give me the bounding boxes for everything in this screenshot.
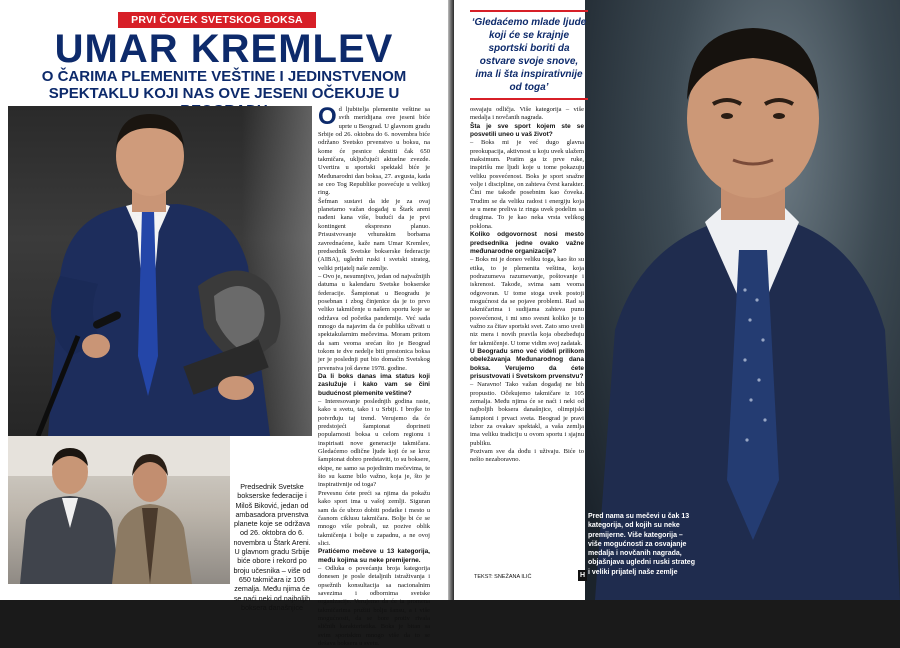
kremlev-portrait [585, 0, 900, 600]
kicker-label: PRVI ČOVEK SVETSKOG BOKSA [118, 12, 316, 28]
kremlev-and-bikovic-illustration [8, 436, 230, 584]
secondary-photo [8, 436, 230, 584]
headline: UMAR KREMLEV [54, 27, 394, 71]
text-credit: TEKST: SNEŽANA ILIĆ [474, 574, 532, 580]
paragraph: – Interesovanje poslednjih godina raste, kako u svetu, tako i u Srbiji. I brojke to potvrđuju taj trend. Verujemo da će predstojeći šampionat doprineti popularnosti boksa u celom regionu i inspirisati nove generacije takmičara. Gledaćemo odlične ljude koji će se kroz šampionat dobro predstaviti, to su boksere, ekipe, ne samo sa pojedinim mečevima, te što su kazne bilo važno, koja je, što je inspirativnije od toga? [318, 398, 430, 489]
paragraph: – Boks mi je donео veliku toga, kao što su etika, to je plemenita veština, koja podrazumeva razumevanje, poštovanje i iskrenost. Takođe, svima sam veoma odgovoran. U tome stoga uvek postoji mogućnost da se pojave problemi. Rad sa takmičarima i sudijama zahteva punu posvećenost, i mi smo svesni koliko je to važno za čitav sportski svet. Zato smo uveli niz mera i novih pravila koja obezbeđuju fer takmičenje. U tome vidim svoj zadatak. [470, 256, 584, 347]
paragraph: osvajaju odličja. Više kategorija – više medalja i novčanih nagrada. [470, 106, 584, 122]
subheadline: O ČARIMA PLEMENITE VEŠTINE I JEDINSTVENOM SPEKTAKLU KOJI NAS OVE JESENI OČEKUJE U [41, 68, 407, 102]
question: U Beogradu smo već videli prilikom obeležavanja Međunarodnog dana boksa. Verujemo da ćete prisustvovati i Svetskom prvenstvu? [470, 347, 584, 380]
portrait-caption: Pred nama su mečevi u čak 13 kategorija, od kojih su neke premijerne. Više kategorija – više mogućnosti za osvajanje medalja i novčanih nagrada, objašnjava ugledni ruski strateg i veliki prijatelj naše zemlje [588, 513, 695, 576]
paragraph: – Ovo je, nesumnjivo, jedan od najvažnijih datuma u kalendaru Svetske bokserske federacije. Šampionat u Beogradu je posebnan i zbog činjenice da je to prvo veliko takmičenje u našem sportu koje se održava od početka pandemije. Već sada mnogo da najavim da će publika uživati u spektakularnim mečevima. Moram pritom da sam veoma srećan što je Beograd tokom te dve nedelje biti prestonica boksa jer je poslednji put bio domaćin Svetskog prvenstva još davne 1978. godine. [318, 272, 430, 372]
kremlev-with-trophy-illustration [8, 106, 312, 436]
photo-caption: Predsednik Svetske bokserske federacije i Miloš Biković, jedan od ambasadora prvenstva planete koje se održava od 26. oktobra do 6. novembra u Štark Areni. U glavnom gradu Srbije biće obore i rekord po broju učesnika – više od 650 takmičara iz 105 zemalja. Među njima će se naći neki od najboljih boksera današnjice [233, 482, 311, 612]
end-mark: H [579, 572, 586, 579]
article-column-2 [470, 106, 584, 568]
paragraph: – Naravno! Tako važan događaj ne bih propustio. Očekujemo takmičare iz 105 zemalja. Među njima će se naći i neki od najboljih boksera današnjice, olimpijski šampioni i prvaci sveta. Beograd je pravi izbor za ovakav spektakl, a vaša zemlja ima veliku tradiciju u ovom sportu i sjajnu publiku. [470, 381, 584, 447]
paragraph: – Odluka o povećanju broja kategorija donesen je posle detaljnih istraživanja i opsežnih konsultacija sa nacionalnim savezima i odbornima svetske organizacije. Verujemo da će ta promena takmičarima pružiti bolju šansu, a i više mogućnosti, da se bore protiv rivala sličnih karakteristika. Boks je bitan sa svim sportskim mnogo više da to se dešava boksera u svetu. [318, 564, 430, 647]
question: Šta je sve sport kojem ste se posvetili uneo u vaš život? [470, 122, 584, 139]
main-photo [8, 106, 312, 436]
dropcap: O [318, 103, 337, 130]
paragraph: Šefman sustavi da ide je za ovaj planetarno važan događaj u Štark areni nađeni kana više, budući da je prvi kontingent ekspresno planuo. Prisustvovanje vrhunskim borbama zavrednaćene, kaže nam Umar Kremlev, predsednik Svetske bokserske federacije (AIBA), ugledni ruski i svetski strateg, veliki prijatelj naše zemlje. [318, 197, 430, 272]
paragraph: d ljubitelja plemenite veštine sa svih meridijana ove jeseni biće uprte u Beograd. U glavnom gradu Srbije od 26. oktobra do 6. novembra biće održano Svetsko prvenstvo u boksu, na kome će pesnice ukrstiti čak 650 takmičara, uključujući aktuelne zvezde. Uvertira u sportski spektakl biće je Međunarodni dan boksa, 27. avgusta, kada se ceo Tog Republike posvećuje u velikoj ring. [318, 106, 430, 197]
paragraph: – Boks mi je već dugo glavna preokupacija, aktivnost u koju uvek ulažem maksimum. Pratim ga iz prve ruke, inspirišu me ljudi koje u tome pokazuju veliku posvećenost. Boks je sport snažne volje i discipline, on zahteva čvrst karakter. Čini me takođe posebnim kao čoveka. Trudim se da veliku radost i energiju koja se u mene preliva iz ringa uvek podelim sa drugima. To je kao neka vrsta velikog poklona. [470, 139, 584, 230]
paragraph: Prevesnu ćete preći sa njima da pokažu kako sport ima u vašoj zemlji. Siguran sam da će ubrzo dobiti podatke i mesto u časnom ciklusu takmičara. Bolje bi će se mnogo više pobrali, uz pozive oblik takmičenja i bolje u zapadnu, a ne ovoj slici. [318, 489, 430, 547]
question: Pratićemo mečeve u 13 kategorija, među kojima su neke premijerne. [318, 548, 430, 564]
right-page [454, 0, 900, 600]
quote-rule-top [470, 10, 588, 12]
question: Koliko odgovornost nosi mesto predsednika jedne ovako važne međunarodne organizacije? [470, 231, 584, 255]
paragraph: Pozivam sve da dođu i uživaju. Biće to nešto nezaboravno. [470, 448, 584, 464]
question: Da li boks danas ima status koji zaslužuje i kako vam se čini budućnost plemenite veštine? [318, 373, 430, 397]
quote-rule-bottom [470, 98, 588, 100]
pull-quote: ‘Gledaćemo mlade ljude koji će se krajnje sportski boriti da ostvare svoje snove, ima li šta inspirativnije od toga’ [471, 17, 587, 93]
article-column-1 [318, 103, 430, 647]
left-page [0, 0, 448, 647]
